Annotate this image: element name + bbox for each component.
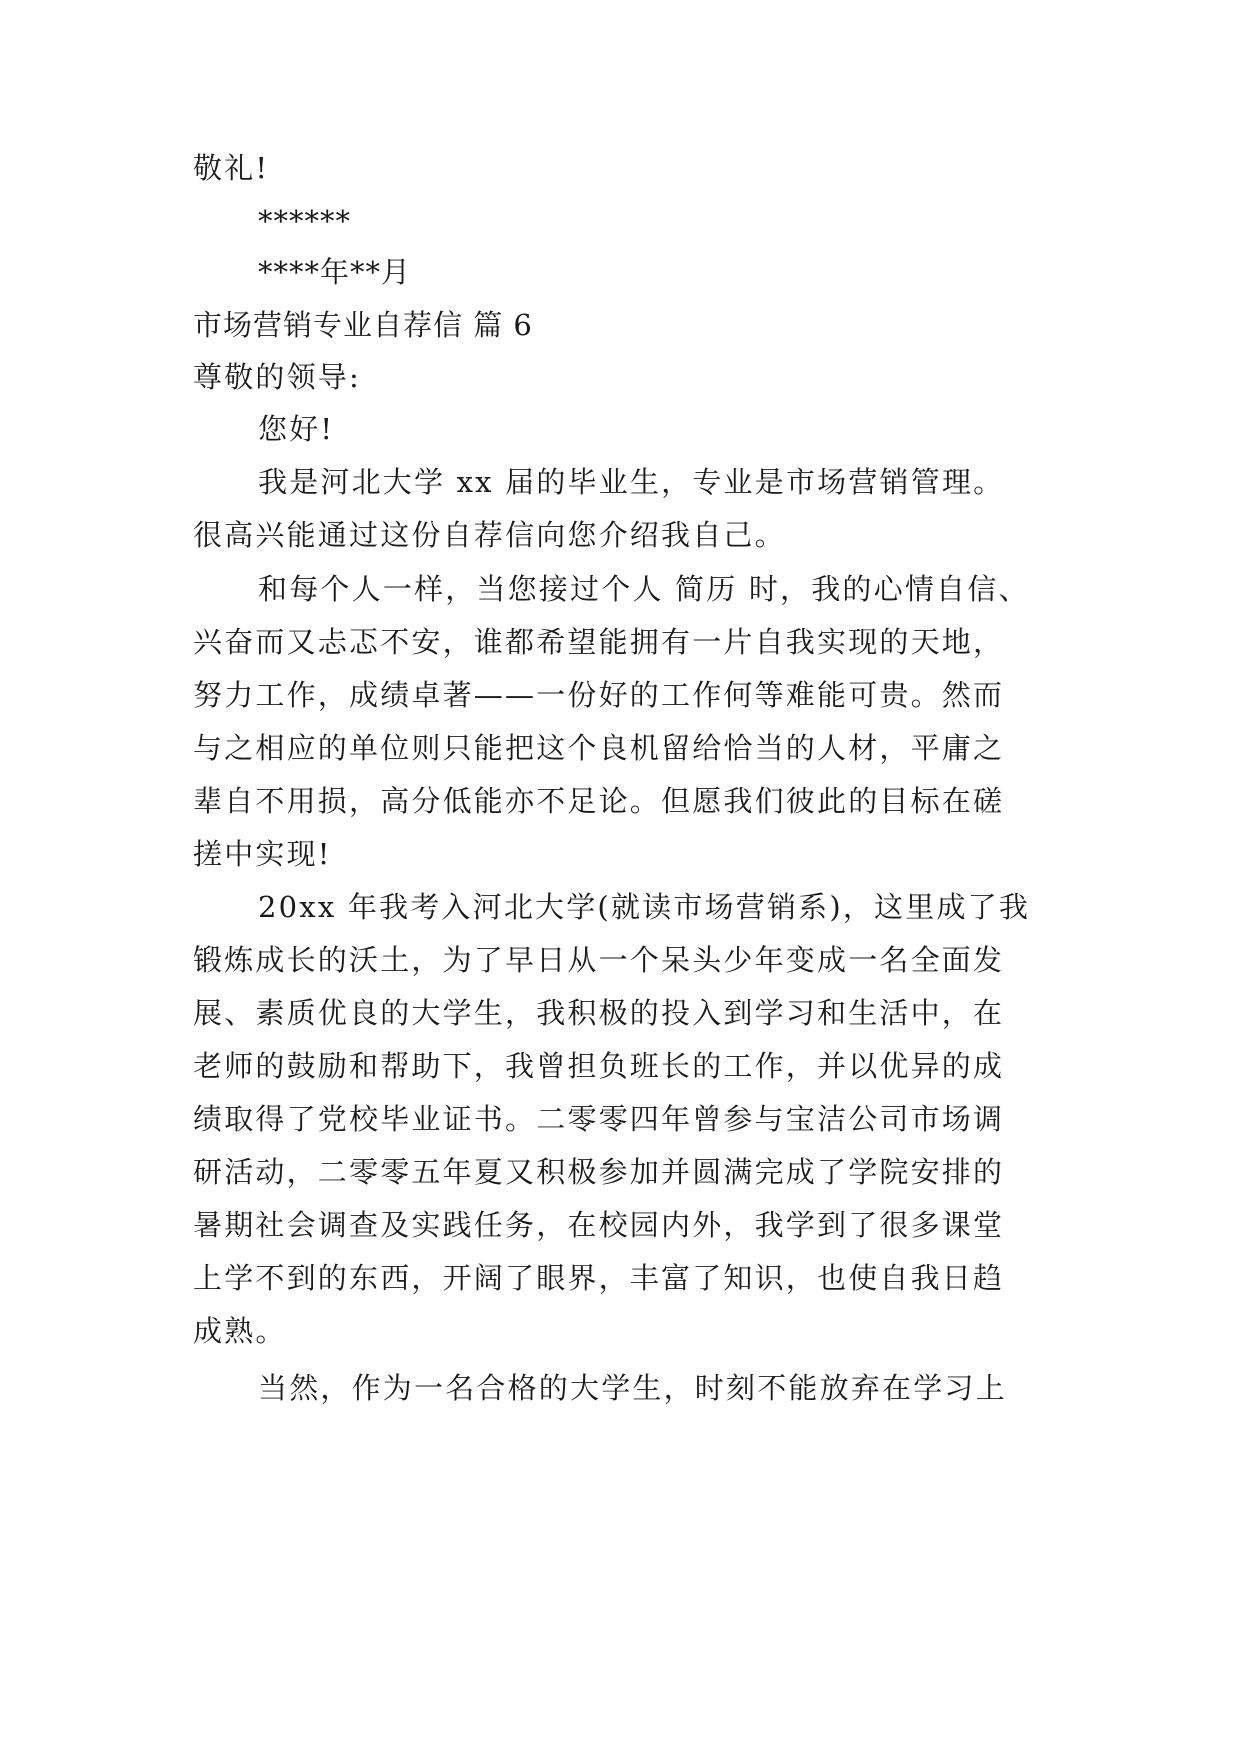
letter-salutation: 尊敬的领导:: [193, 360, 361, 394]
closing-salutation: 敬礼!: [193, 151, 270, 185]
section-title: 市场营销专业自荐信 篇 6: [193, 308, 533, 342]
body-line: 展、素质优良的大学生，我积极的投入到学习和生活中，在: [193, 996, 1005, 1030]
body-line: 当然，作为一名合格的大学生，时刻不能放弃在学习上: [258, 1371, 1007, 1405]
body-line: 努力工作，成绩卓著——一份好的工作何等难能可贵。然而: [193, 678, 1005, 712]
body-line: 20xx 年我考入河北大学(就读市场营销系)，这里成了我: [258, 890, 1031, 924]
signature-date: ****年**月: [258, 255, 412, 289]
body-line: 研活动，二零零五年夏又积极参加并圆满完成了学院安排的: [193, 1155, 1005, 1189]
body-line: 上学不到的东西，开阔了眼界，丰富了知识，也使自我日趋: [193, 1261, 1005, 1295]
body-line: 和每个人一样，当您接过个人 简历 时，我的心情自信、: [258, 572, 1030, 606]
body-line: 搓中实现!: [193, 837, 332, 871]
body-line: 锻炼成长的沃土，为了早日从一个呆头少年变成一名全面发: [193, 943, 1005, 977]
body-line: 兴奋而又忐忑不安，谁都希望能拥有一片自我实现的天地，: [193, 625, 1005, 659]
body-line: 老师的鼓励和帮助下，我曾担负班长的工作，并以优异的成: [193, 1049, 1005, 1083]
body-line: 绩取得了党校毕业证书。二零零四年曾参与宝洁公司市场调: [193, 1102, 1005, 1136]
body-line: 很高兴能通过这份自荐信向您介绍我自己。: [193, 518, 786, 552]
body-line: 暑期社会调查及实践任务，在校园内外，我学到了很多课堂: [193, 1208, 1005, 1242]
body-line: 与之相应的单位则只能把这个良机留给恰当的人材，平庸之: [193, 731, 1005, 765]
body-line: 我是河北大学 xx 届的毕业生，专业是市场营销管理。: [258, 465, 1005, 499]
body-line: 辈自不用损，高分低能亦不足论。但愿我们彼此的目标在磋: [193, 784, 1005, 818]
signature-name: ******: [258, 204, 351, 238]
letter-greeting: 您好!: [258, 412, 335, 446]
body-line: 成熟。: [193, 1314, 287, 1348]
